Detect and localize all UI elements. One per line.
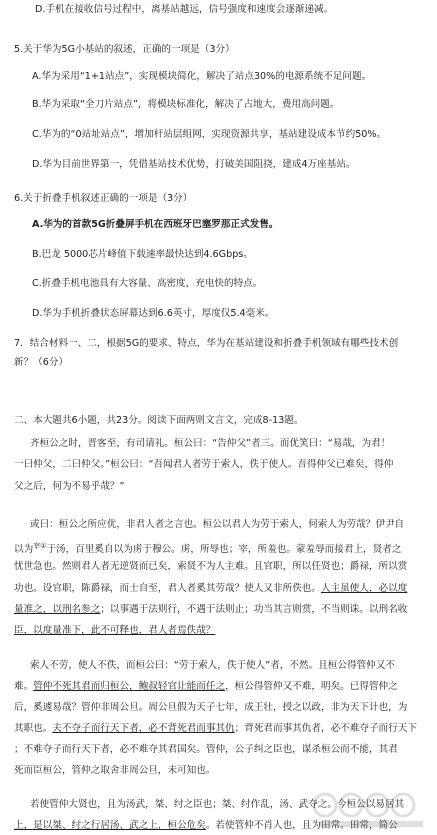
q5-option-c: C.华为的“0站址站点”，增加杆站层组网，实现资源共享，基站建设成本节约50%。 [32,129,387,140]
footnote-marker: 宰① [33,542,47,550]
passage-p4-line1: 若使管仲大贤也，且为汤武，桀、纣之臣也；桀、纣作乱，汤、武夺之。今桓公以易居其 [30,799,405,810]
section2-title: 二、本大题共6小题，共23分。阅读下面两则文言文，完成8-13题。 [14,415,304,426]
underlined-sentence: 人主虽使人，必以度 [321,583,408,594]
passage-p2-line4-text: 功也。设官职，陈爵禄，而士自至，君人者奚其劳哉？使人又非所佚也。 [14,583,321,594]
q6-option-d: D.华为手机折叠状态屏幕达到6.6英寸，厚度仅5.4毫米。 [32,308,275,319]
passage-p1-line2: 一曰仲父，二曰仲父。”桓公曰：“吾闻君人者劳于索人，佚于使人。吾得仲父已难矣，得仲 [14,459,394,470]
underlined-sentence: 臣，以度量准下，此不可释也，君人者焉佚哉？ [14,625,216,636]
q7-stem-line2: 新？（6分） [14,357,69,368]
passage-p4-line2 [14,819,398,833]
passage-p3-line1: 索人不劳，使人不佚，而桓公曰：“劳于索人，佚于使人”者，不然。且桓公得管仲又不 [30,660,395,671]
passage-p2-line2-start: 以为 [14,544,34,556]
passage-p2-line2 [14,539,401,557]
underlined-sentence: 上，是以桀、纣之行居汤、武之上，桓公危矣 [14,820,206,831]
passage-p2-line5-text: ；以事遇于法则行，不遇于法则止；功当其言则赏，不当则诛。以刑名收 [100,604,408,615]
passage-p1-line1: 齐桓公之时，晋客至，有司请礼。桓公曰：“告仲父”者三。而优笑曰：“易哉，为君！ [30,438,391,449]
passage-p3-line3: 后，奚遽易哉？管仲非周公旦。周公旦假为天子七年，成王壮，授之以政，非为天下计也，为 [14,702,408,713]
passage-p2-line1: 或曰：桓公之所应优，非君人者之言也。桓公以君人为劳于索人，何索人为劳哉？伊尹自 [30,519,405,530]
passage-p3-line5: ；不难夺子而行天下者，必不难夺其君国矣。管仲，公子纠之臣也，谋杀桓公而不能，其君 [14,744,398,755]
passage-p3-line2-start: 难。 [14,681,34,692]
underlined-sentence: 量准之，以刑名参之 [14,604,101,615]
q5-option-a: A.华为采用“1+1站点”，实现模块简化，解决了站点30%的电源系统不足问题。 [32,71,372,82]
underlined-sentence: 夫不夺子而行天下者，必不背死君而事其仇 [52,723,235,734]
passage-p3-line4-start: 其职也。 [14,723,53,734]
underlined-sentence: 管仲不死其君而归桓公，鲍叔轻官让能而任之 [33,681,226,692]
q5-stem: 5.关于华为5G小基站的叙述，正确的一项是（3分） [14,44,235,55]
passage-p3-line2-rest: ，桓公得管仲又不难，明矣。已得管仲之 [225,681,398,692]
passage-p3-line4 [14,722,417,736]
passage-p3-line4-rest: ；背死君而事其仇者，必不难夺子而行天下 [234,723,417,734]
passage-p4-line2-rest: 。若使管仲不肖人也，且为田常。田常，简公 [205,820,398,831]
passage-p2-line2-rest: 于汤，百里奚自以为虏于穆公。虏，所辱也；宰，所羞也。蒙羞辱而接君上，贤者之 [46,544,402,556]
passage-p2-line3: 忧世急也。然则君人者无逆贤而已矣，索贤不为人主难。且官职，所以任贤也；爵禄，所以赏 [14,561,408,572]
q7-stem-line1: 7．结合材料一、二，根据5G的要求、特点，华为在基站建设和折叠手机领域有哪些技术创 [14,338,399,349]
q6-stem: 6.关于折叠手机叙述正确的一项是（3分） [14,193,193,204]
passage-p1-line3: 父之后，何为不易乎哉？” [14,481,125,492]
q6-option-b: B.巴龙 5000芯片峰值下载速率最快达到4.6Gbps。 [32,249,253,260]
passage-p2-line4 [14,582,407,596]
q5-option-d: D.华为目前世界第一，凭借基站技术优势，打破美国阻挠，建成4万座基站。 [32,159,356,170]
q5-option-b: B.华为采取“全刀片站点”，将模块标准化，解决了占地大，费用高问题。 [32,99,340,110]
q6-option-c: C.折叠手机电池具有大容量、高密度，充电快的特点。 [32,278,263,289]
q4-option-d: D.手机在接收信号过程中，离基站越远，信号强度和速度会逐渐递减。 [35,4,334,15]
q6-option-a: A.华为的首款5G折叠屏手机在西班牙巴塞罗那正式发售。 [32,219,279,230]
passage-p3-line2 [14,680,398,694]
passage-p3-line6: 死而臣桓公，管仲之取舍非周公旦，未可知也。 [14,765,216,776]
passage-p2-line5 [14,603,407,617]
passage-p2-line6 [14,624,215,638]
